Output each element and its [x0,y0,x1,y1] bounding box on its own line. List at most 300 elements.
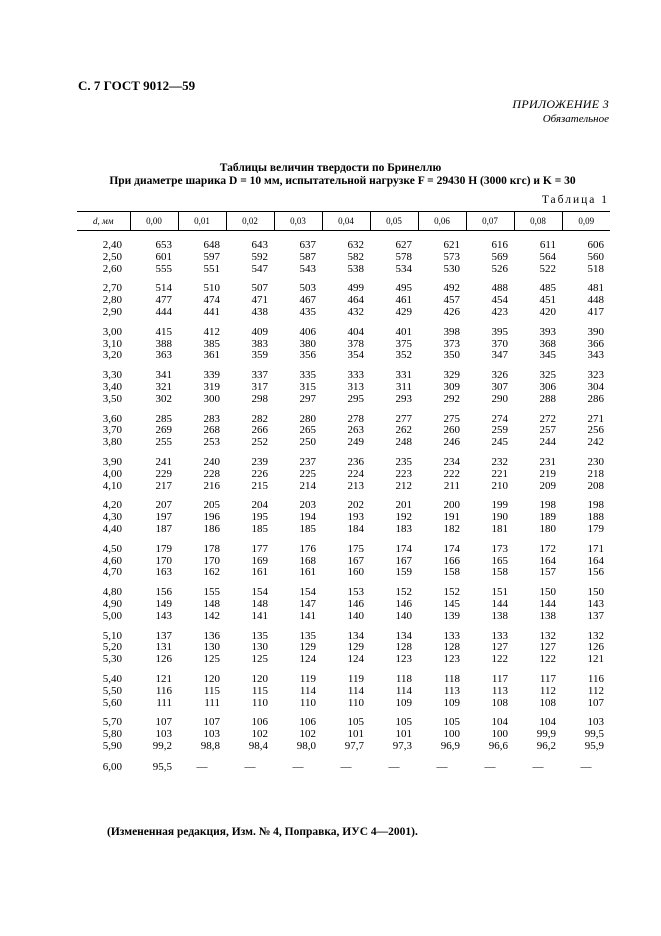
hardness-cell: 141 [251,609,268,622]
table-row [77,264,610,276]
hardness-cell: 133 [443,629,460,642]
hardness-cell: 193 [347,511,364,524]
hardness-cell: 99,2 [152,739,172,752]
hardness-cell: 170 [155,554,172,567]
hardness-cell: 158 [443,566,460,579]
hardness-cell: 235 [395,455,412,468]
hardness-cell: 123 [395,653,412,666]
diameter-cell: 3,70 [102,424,122,437]
hardness-cell: 152 [443,586,460,599]
hardness-cell: 125 [251,653,268,666]
hardness-cell: 335 [299,369,316,382]
table-row [77,686,610,698]
hardness-cell: 471 [251,294,268,307]
diameter-cell: 4,20 [102,499,122,512]
hardness-cell: 250 [299,436,316,449]
hardness-cell: 232 [491,455,508,468]
diameter-cell: 4,90 [102,597,122,610]
hardness-cell: 150 [539,586,556,599]
hardness-cell: — [292,760,304,773]
hardness-cell: 461 [395,294,412,307]
hardness-cell: 606 [587,239,604,251]
hardness-cell: 388 [155,337,172,350]
hardness-cell: 142 [203,609,220,622]
hardness-cell: 266 [251,424,268,437]
hardness-cell: 139 [443,609,460,622]
hardness-cell: 109 [443,696,460,709]
column-header-4: 0,04 [322,212,370,231]
hardness-cell: 368 [539,337,556,350]
hardness-cell: 123 [443,653,460,666]
hardness-cell: 578 [395,250,412,263]
hardness-cell: 103 [155,728,172,741]
column-header-9: 0,09 [562,212,610,231]
hardness-cell: 454 [491,294,508,307]
hardness-cell: 161 [251,566,268,579]
table-row [77,623,610,643]
hardness-cell: 385 [203,337,220,350]
hardness-cell: 221 [491,467,508,480]
hardness-cell: 321 [155,380,172,393]
hardness-cell: 488 [491,282,508,295]
diameter-cell: 4,50 [102,542,122,555]
hardness-cell: 406 [299,325,316,338]
hardness-cell: 412 [203,325,220,338]
hardness-cell: 196 [203,511,220,524]
diameter-cell: 5,20 [102,641,122,654]
hardness-cell: 534 [395,262,412,275]
hardness-cell: 231 [539,455,556,468]
hardness-cell: 115 [251,684,268,697]
hardness-cell: 242 [587,436,604,449]
diameter-cell: 3,00 [102,325,122,338]
hardness-cell: 164 [587,554,604,567]
hardness-cell: 140 [395,609,412,622]
table-row [77,666,610,686]
hardness-cell: 207 [155,499,172,512]
hardness-cell: 240 [203,455,220,468]
hardness-cell: 345 [539,349,556,362]
hardness-cell: 530 [443,262,460,275]
hardness-cell: 522 [539,262,556,275]
diameter-cell: 4,40 [102,522,122,535]
hardness-cell: 311 [395,380,412,393]
hardness-cell: 98,8 [200,739,220,752]
hardness-cell: 152 [395,586,412,599]
table-row [77,492,610,512]
hardness-cell: 144 [491,597,508,610]
hardness-cell: 127 [491,641,508,654]
hardness-cell: 280 [299,412,316,425]
hardness-cell: 444 [155,305,172,318]
hardness-cell: 126 [587,641,604,654]
hardness-cell: 510 [203,282,220,295]
hardness-cell: 543 [299,262,316,275]
diameter-cell: 3,60 [102,412,122,425]
hardness-cell: 448 [587,294,604,307]
table-row [77,449,610,469]
diameter-cell: 5,40 [102,672,122,685]
hardness-cell: 211 [443,479,460,492]
hardness-cell: 441 [203,305,220,318]
hardness-cell: 140 [347,609,364,622]
table-row [77,307,610,319]
table-row [77,437,610,449]
hardness-cell: 195 [251,511,268,524]
hardness-cell: 143 [155,609,172,622]
hardness-cell: 173 [491,542,508,555]
hardness-cell: 230 [587,455,604,468]
hardness-cell: 293 [395,392,412,405]
hardness-cell: 404 [347,325,364,338]
hardness-cell: 263 [347,424,364,437]
table-row [77,698,610,710]
hardness-cell: 102 [251,728,268,741]
hardness-cell: 592 [251,250,268,263]
hardness-cell: 507 [251,282,268,295]
hardness-cell: 297 [299,392,316,405]
hardness-cell: 255 [155,436,172,449]
hardness-cell: 208 [587,479,604,492]
hardness-cell: 95,9 [584,739,604,752]
hardness-cell: 96,2 [536,739,556,752]
hardness-cell: 503 [299,282,316,295]
table-row [77,275,610,295]
hardness-cell: 105 [443,716,460,729]
hardness-cell: — [340,760,352,773]
hardness-cell: 212 [395,479,412,492]
hardness-cell: 172 [539,542,556,555]
hardness-cell: 347 [491,349,508,362]
table-row [77,579,610,599]
hardness-cell: 313 [347,380,364,393]
hardness-cell: 395 [491,325,508,338]
hardness-cell: 272 [539,412,556,425]
hardness-cell: 621 [443,239,460,251]
hardness-cell: 110 [251,696,268,709]
hardness-cell: 244 [539,436,556,449]
hardness-cell: 415 [155,325,172,338]
column-header-0: 0,00 [130,212,178,231]
hardness-cell: 116 [155,684,172,697]
hardness-cell: 260 [443,424,460,437]
hardness-cell: 132 [587,629,604,642]
table-row [77,382,610,394]
hardness-cell: 217 [155,479,172,492]
diameter-cell: 5,50 [102,684,122,697]
hardness-cell: 249 [347,436,364,449]
hardness-cell: 145 [443,597,460,610]
hardness-cell: 124 [299,653,316,666]
diameter-cell: 4,60 [102,554,122,567]
hardness-cell: 185 [299,522,316,535]
table-row [77,654,610,666]
hardness-cell: 177 [251,542,268,555]
hardness-cell: 125 [203,653,220,666]
hardness-cell: 423 [491,305,508,318]
hardness-cell: 118 [443,672,460,685]
hardness-cell: 141 [299,609,316,622]
hardness-cell: 180 [539,522,556,535]
hardness-cell: — [532,760,544,773]
hardness-cell: 564 [539,250,556,263]
hardness-cell: 467 [299,294,316,307]
hardness-cell: — [196,760,208,773]
hardness-cell: 179 [587,522,604,535]
amendment-note: (Измененная редакция, Изм. № 4, Поправка, ИУС 4—2001). [107,826,418,838]
hardness-cell: 601 [155,250,172,263]
diameter-cell: 6,00 [102,760,122,773]
hardness-cell: — [484,760,496,773]
table-row [77,350,610,362]
diameter-cell: 2,50 [102,250,122,263]
hardness-cell: 105 [395,716,412,729]
hardness-cell: 148 [251,597,268,610]
diameter-cell: 5,60 [102,696,122,709]
hardness-cell: 113 [491,684,508,697]
hardness-cell: 277 [395,412,412,425]
hardness-cell: 356 [299,349,316,362]
hardness-cell: 587 [299,250,316,263]
hardness-cell: 262 [395,424,412,437]
hardness-cell: 352 [395,349,412,362]
table-body [77,231,610,774]
hardness-cell: 105 [347,716,364,729]
hardness-cell: 298 [251,392,268,405]
table-row [77,231,610,252]
hardness-cell: 359 [251,349,268,362]
hardness-cell: 122 [539,653,556,666]
hardness-cell: 218 [587,467,604,480]
hardness-cell: 234 [443,455,460,468]
hardness-cell: 451 [539,294,556,307]
hardness-cell: 165 [491,554,508,567]
table-row [77,611,610,623]
diameter-cell: 5,90 [102,739,122,752]
hardness-cell: 378 [347,337,364,350]
hardness-cell: 126 [155,653,172,666]
hardness-cell: 499 [347,282,364,295]
hardness-cell: 495 [395,282,412,295]
hardness-cell: 129 [347,641,364,654]
hardness-cell: 417 [587,305,604,318]
hardness-cell: 170 [203,554,220,567]
hardness-cell: 143 [587,597,604,610]
hardness-cell: 323 [587,369,604,382]
hardness-cell: 188 [587,511,604,524]
hardness-cell: 130 [251,641,268,654]
table-row [77,536,610,556]
hardness-cell: 135 [299,629,316,642]
diameter-cell: 3,30 [102,369,122,382]
hardness-cell: 166 [443,554,460,567]
hardness-cell: 401 [395,325,412,338]
hardness-cell: 102 [299,728,316,741]
hardness-cell: 150 [587,586,604,599]
column-header-diameter: d, мм [77,212,130,231]
hardness-cell: 637 [299,239,316,251]
hardness-cell: 518 [587,262,604,275]
hardness-cell: 325 [539,369,556,382]
hardness-cell: 174 [443,542,460,555]
hardness-cell: 204 [251,499,268,512]
header-row [77,212,610,231]
hardness-cell: 149 [155,597,172,610]
hardness-cell: 339 [203,369,220,382]
hardness-cell: 547 [251,262,268,275]
table-row [77,252,610,264]
hardness-cell: 191 [443,511,460,524]
hardness-cell: 159 [395,566,412,579]
hardness-cell: 432 [347,305,364,318]
hardness-cell: 611 [539,239,556,251]
hardness-cell: 194 [299,511,316,524]
hardness-cell: 175 [347,542,364,555]
hardness-cell: 163 [155,566,172,579]
diameter-cell: 4,80 [102,586,122,599]
column-header-6: 0,06 [418,212,466,231]
diameter-cell: 4,70 [102,566,122,579]
diameter-cell: 3,10 [102,337,122,350]
hardness-cell: 134 [347,629,364,642]
hardness-cell: 274 [491,412,508,425]
diameter-cell: 5,70 [102,716,122,729]
hardness-cell: 292 [443,392,460,405]
hardness-cell: 269 [155,424,172,437]
hardness-cell: 223 [395,467,412,480]
hardness-cell: 361 [203,349,220,362]
hardness-cell: 111 [204,696,220,709]
hardness-cell: 390 [587,325,604,338]
table-row [77,469,610,481]
hardness-cell: 176 [299,542,316,555]
hardness-cell: 114 [347,684,364,697]
hardness-cell: 121 [587,653,604,666]
hardness-cell: 326 [491,369,508,382]
appendix-status: Обязательное [542,113,609,125]
hardness-cell: 464 [347,294,364,307]
hardness-cell: 104 [539,716,556,729]
column-header-2: 0,02 [226,212,274,231]
hardness-cell: 560 [587,250,604,263]
hardness-cell: 118 [395,672,412,685]
hardness-cell: 224 [347,467,364,480]
column-header-1: 0,01 [178,212,226,231]
hardness-cell: 317 [251,380,268,393]
hardness-cell: 214 [299,479,316,492]
hardness-cell: 271 [587,412,604,425]
hardness-cell: 337 [251,369,268,382]
hardness-cell: 245 [491,436,508,449]
table-row [77,567,610,579]
hardness-cell: 100 [443,728,460,741]
hardness-cell: 302 [155,392,172,405]
hardness-cell: 97,7 [344,739,364,752]
hardness-cell: 156 [587,566,604,579]
diameter-cell: 3,40 [102,380,122,393]
hardness-cell: 474 [203,294,220,307]
hardness-cell: 128 [395,641,412,654]
table-row [77,753,610,774]
hardness-cell: 182 [443,522,460,535]
hardness-cell: 130 [203,641,220,654]
hardness-cell: 426 [443,305,460,318]
diameter-cell: 5,00 [102,609,122,622]
hardness-cell: 492 [443,282,460,295]
hardness-cell: 155 [203,586,220,599]
hardness-cell: 101 [347,728,364,741]
hardness-cell: 104 [491,716,508,729]
hardness-cell: 121 [155,672,172,685]
hardness-cell: 103 [587,716,604,729]
hardness-cell: 257 [539,424,556,437]
table-caption [0,162,661,188]
hardness-cell: 438 [251,305,268,318]
hardness-cell: 526 [491,262,508,275]
hardness-cell: 300 [203,392,220,405]
hardness-cell: 119 [347,672,364,685]
hardness-cell: 156 [155,586,172,599]
hardness-cell: 186 [203,522,220,535]
hardness-cell: 380 [299,337,316,350]
hardness-cell: 551 [203,262,220,275]
table-row [77,741,610,753]
hardness-cell: 107 [155,716,172,729]
table-row [77,709,610,729]
hardness-cell: 309 [443,380,460,393]
diameter-cell: 4,10 [102,479,122,492]
column-header-3: 0,03 [274,212,322,231]
hardness-cell: 256 [587,424,604,437]
hardness-cell: 120 [251,672,268,685]
hardness-cell: 115 [203,684,220,697]
appendix-label [512,97,609,125]
hardness-cell: 215 [251,479,268,492]
hardness-cell: 148 [203,597,220,610]
diameter-cell: 4,30 [102,511,122,524]
hardness-cell: 213 [347,479,364,492]
hardness-cell: 229 [155,467,172,480]
hardness-cell: 106 [251,716,268,729]
column-header-8: 0,08 [514,212,562,231]
hardness-cell: 199 [491,499,508,512]
table-title-line1: Таблицы величин твердости по Бринеллю [219,162,442,174]
hardness-cell: 187 [155,522,172,535]
hardness-cell: 597 [203,250,220,263]
hardness-cell: 174 [395,542,412,555]
hardness-cell: 477 [155,294,172,307]
hardness-cell: 137 [155,629,172,642]
hardness-cell: 154 [251,586,268,599]
hardness-cell: 341 [155,369,172,382]
hardness-cell: 185 [251,522,268,535]
hardness-cell: 190 [491,511,508,524]
hardness-cell: 161 [299,566,316,579]
hardness-cell: — [436,760,448,773]
hardness-cell: 158 [491,566,508,579]
table-row [77,406,610,426]
hardness-cell: 485 [539,282,556,295]
hardness-cell: 306 [539,380,556,393]
hardness-cell: 268 [203,424,220,437]
hardness-cell: 239 [251,455,268,468]
hardness-cell: 333 [347,369,364,382]
hardness-cell: 573 [443,250,460,263]
hardness-cell: 137 [587,609,604,622]
hardness-cell: 236 [347,455,364,468]
hardness-cell: 200 [443,499,460,512]
table-row [77,319,610,339]
